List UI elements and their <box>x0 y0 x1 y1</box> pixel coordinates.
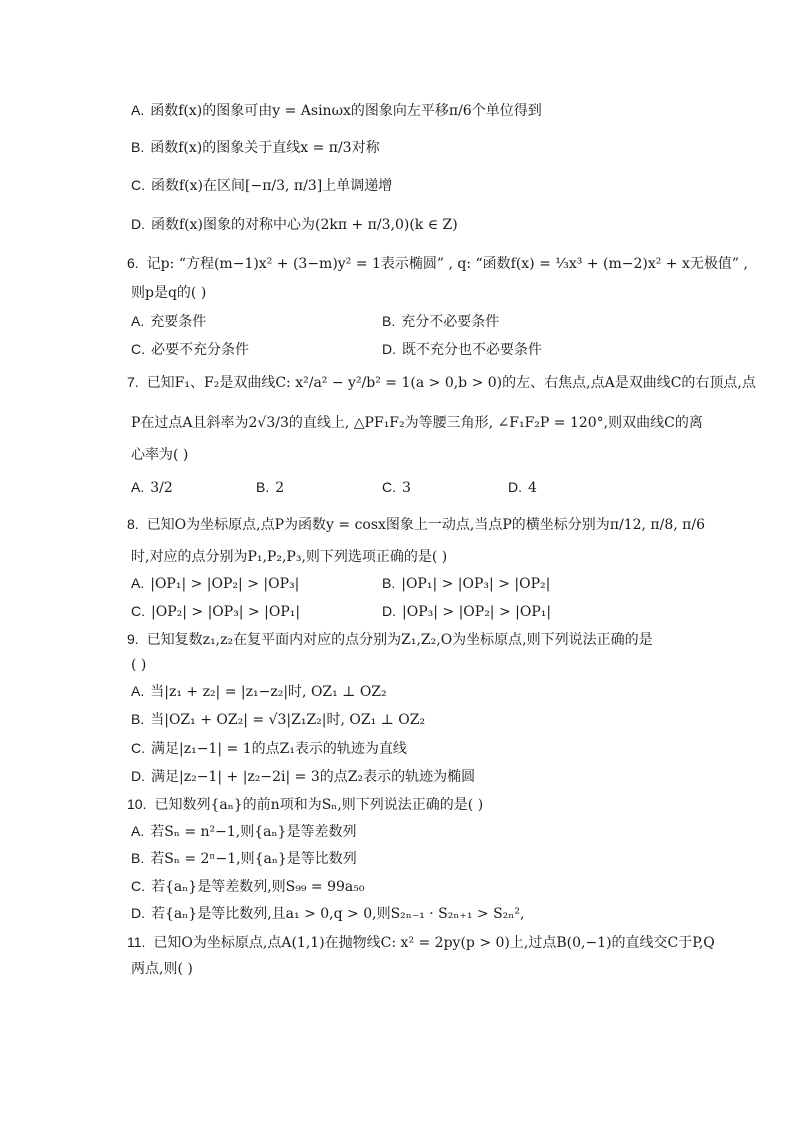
question-text: 已知O为坐标原点,点A(1,1)在抛物线C: x² = 2py(p > 0)上,过点B(0,−1)的直线交C于P,Q <box>153 935 715 951</box>
q9-option-b <box>131 709 425 730</box>
question-number: 9. <box>127 631 139 647</box>
option-label: B. <box>131 139 145 155</box>
option-text: |OP₂| > |OP₃| > |OP₁| <box>151 604 301 620</box>
q7-option-d <box>508 477 537 498</box>
option-label: A. <box>131 479 145 495</box>
q8-stem-line2 <box>131 547 447 567</box>
option-label: D. <box>131 905 145 921</box>
option-text: 函数f(x)在区间[−π/3, π/3]上单调递增 <box>151 178 393 194</box>
question-text: ( ) <box>131 657 147 673</box>
q5-option-a <box>131 100 542 121</box>
q9-option-d <box>131 766 475 787</box>
q8-option-b <box>382 573 550 594</box>
question-number: 11. <box>127 934 146 950</box>
q5-option-b <box>131 137 380 158</box>
option-text: 当|z₁ + z₂| = |z₁−z₂|时, OZ₁ ⊥ OZ₂ <box>150 684 387 700</box>
q6-option-d <box>382 339 542 360</box>
q7-stem-line2 <box>131 413 703 433</box>
option-label: A. <box>131 313 145 329</box>
q7-option-c <box>382 477 411 498</box>
option-text: |OP₁| > |OP₃| > |OP₂| <box>401 576 551 592</box>
option-text: 函数f(x)的图象关于直线x = π/3对称 <box>150 140 380 156</box>
q10-option-a <box>131 821 356 842</box>
q10-option-d <box>131 903 524 924</box>
option-label: A. <box>131 575 145 591</box>
option-label: D. <box>508 479 522 495</box>
q10-option-b <box>131 848 357 869</box>
question-number: 6. <box>127 255 139 271</box>
question-text: 则p是q的( ) <box>131 285 207 301</box>
question-text: 已知复数z₁,z₂在复平面内对应的点分别为Z₁,Z₂,O为坐标原点,则下列说法正确的是 <box>146 632 653 648</box>
option-text: 满足|z₁−1| = 1的点Z₁表示的轨迹为直线 <box>151 741 407 757</box>
q7-stem-line1 <box>127 372 756 393</box>
option-label: B. <box>131 711 145 727</box>
option-text: 3/2 <box>150 480 173 496</box>
option-text: 若Sₙ = 2ⁿ−1,则{aₙ}是等比数列 <box>150 851 357 867</box>
question-text: 已知O为坐标原点,点P为函数y = cosx图象上一动点,当点P的横坐标分别为π/12, π/8, π/6 <box>146 517 705 533</box>
option-label: B. <box>131 850 145 866</box>
option-text: 若Sₙ = n²−1,则{aₙ}是等差数列 <box>150 824 357 840</box>
q7-stem-line3 <box>131 445 188 465</box>
q8-stem-line1 <box>127 514 705 535</box>
option-text: 必要不充分条件 <box>151 342 249 358</box>
q5-option-c <box>131 175 392 196</box>
option-label: D. <box>131 768 145 784</box>
question-number: 8. <box>127 516 139 532</box>
option-label: A. <box>131 823 145 839</box>
option-label: A. <box>131 102 145 118</box>
option-label: B. <box>382 575 396 591</box>
option-label: D. <box>382 341 396 357</box>
question-number: 10. <box>127 796 147 812</box>
q6-option-b <box>382 311 499 332</box>
option-text: 函数f(x)图象的对称中心为(2kπ + π/3,0)(k ∈ Z) <box>151 217 458 233</box>
q7-option-a <box>131 477 173 498</box>
question-text: 已知F₁、F₂是双曲线C: x²/a² − y²/b² = 1(a > 0,b > 0)的左、右焦点,点A是双曲线C的右顶点,点 <box>146 375 756 391</box>
q6-stem-line2 <box>131 283 206 303</box>
q6-option-c <box>131 339 249 360</box>
question-text: 时,对应的点分别为P₁,P₂,P₃,则下列选项正确的是( ) <box>131 549 448 565</box>
q10-stem-line1 <box>127 794 483 815</box>
q10-option-c <box>131 876 365 897</box>
q6-option-a <box>131 311 206 332</box>
option-label: D. <box>131 216 145 232</box>
option-text: 4 <box>528 480 537 496</box>
option-label: D. <box>382 603 396 619</box>
question-number: 7. <box>127 374 139 390</box>
q8-option-c <box>131 601 300 622</box>
question-text: 记p: “方程(m−1)x² + (3−m)y² = 1表示椭圆” , q: “函数f(x) = ⅓x³ + (m−2)x² + x无极值” , <box>146 256 748 272</box>
option-text: |OP₃| > |OP₂| > |OP₁| <box>402 604 552 620</box>
option-text: 若{aₙ}是等比数列,且a₁ > 0,q > 0,则S₂ₙ₋₁ · S₂ₙ₊₁ > S₂ₙ², <box>151 906 525 922</box>
option-label: B. <box>382 313 396 329</box>
option-label: C. <box>131 341 145 357</box>
option-text: 满足|z₂−1| + |z₂−2i| = 3的点Z₂表示的轨迹为椭圆 <box>151 769 476 785</box>
option-text: 2 <box>275 480 285 496</box>
q9-stem-line1 <box>127 629 653 650</box>
q9-option-a <box>131 681 387 702</box>
q7-option-b <box>256 477 284 498</box>
q9-stem-line2 <box>131 655 146 675</box>
q11-stem-line2 <box>131 959 193 979</box>
q11-stem-line1 <box>127 932 715 953</box>
option-label: C. <box>382 479 396 495</box>
option-label: A. <box>131 683 145 699</box>
option-text: 当|OZ₁ + OZ₂| = √3|Z₁Z₂|时, OZ₁ ⊥ OZ₂ <box>150 712 426 728</box>
question-text: 已知数列{aₙ}的前n项和为Sₙ,则下列说法正确的是( ) <box>154 797 484 813</box>
q5-option-d <box>131 214 458 235</box>
option-label: B. <box>256 479 270 495</box>
option-text: 3 <box>402 480 411 496</box>
question-text: 两点,则( ) <box>131 961 193 977</box>
option-text: 若{aₙ}是等差数列,则S₉₉ = 99a₅₀ <box>151 879 365 895</box>
option-text: 充要条件 <box>150 314 207 330</box>
q8-option-a <box>131 573 299 594</box>
option-text: 既不充分也不必要条件 <box>402 342 542 358</box>
question-text: 心率为( ) <box>131 447 189 463</box>
option-label: C. <box>131 740 145 756</box>
q6-stem-line1 <box>127 253 748 274</box>
option-label: C. <box>131 878 145 894</box>
option-text: 充分不必要条件 <box>401 314 500 330</box>
option-text: 函数f(x)的图象可由y = Asinωx的图象向左平移π/6个单位得到 <box>150 103 542 119</box>
option-text: |OP₁| > |OP₂| > |OP₃| <box>150 576 300 592</box>
option-label: C. <box>131 177 145 193</box>
question-text: P在过点A且斜率为2√3/3的直线上, △PF₁F₂为等腰三角形, ∠F₁F₂P = 120°,则双曲线C的离 <box>131 415 703 431</box>
q8-option-d <box>382 601 551 622</box>
option-label: C. <box>131 603 145 619</box>
q9-option-c <box>131 738 407 759</box>
